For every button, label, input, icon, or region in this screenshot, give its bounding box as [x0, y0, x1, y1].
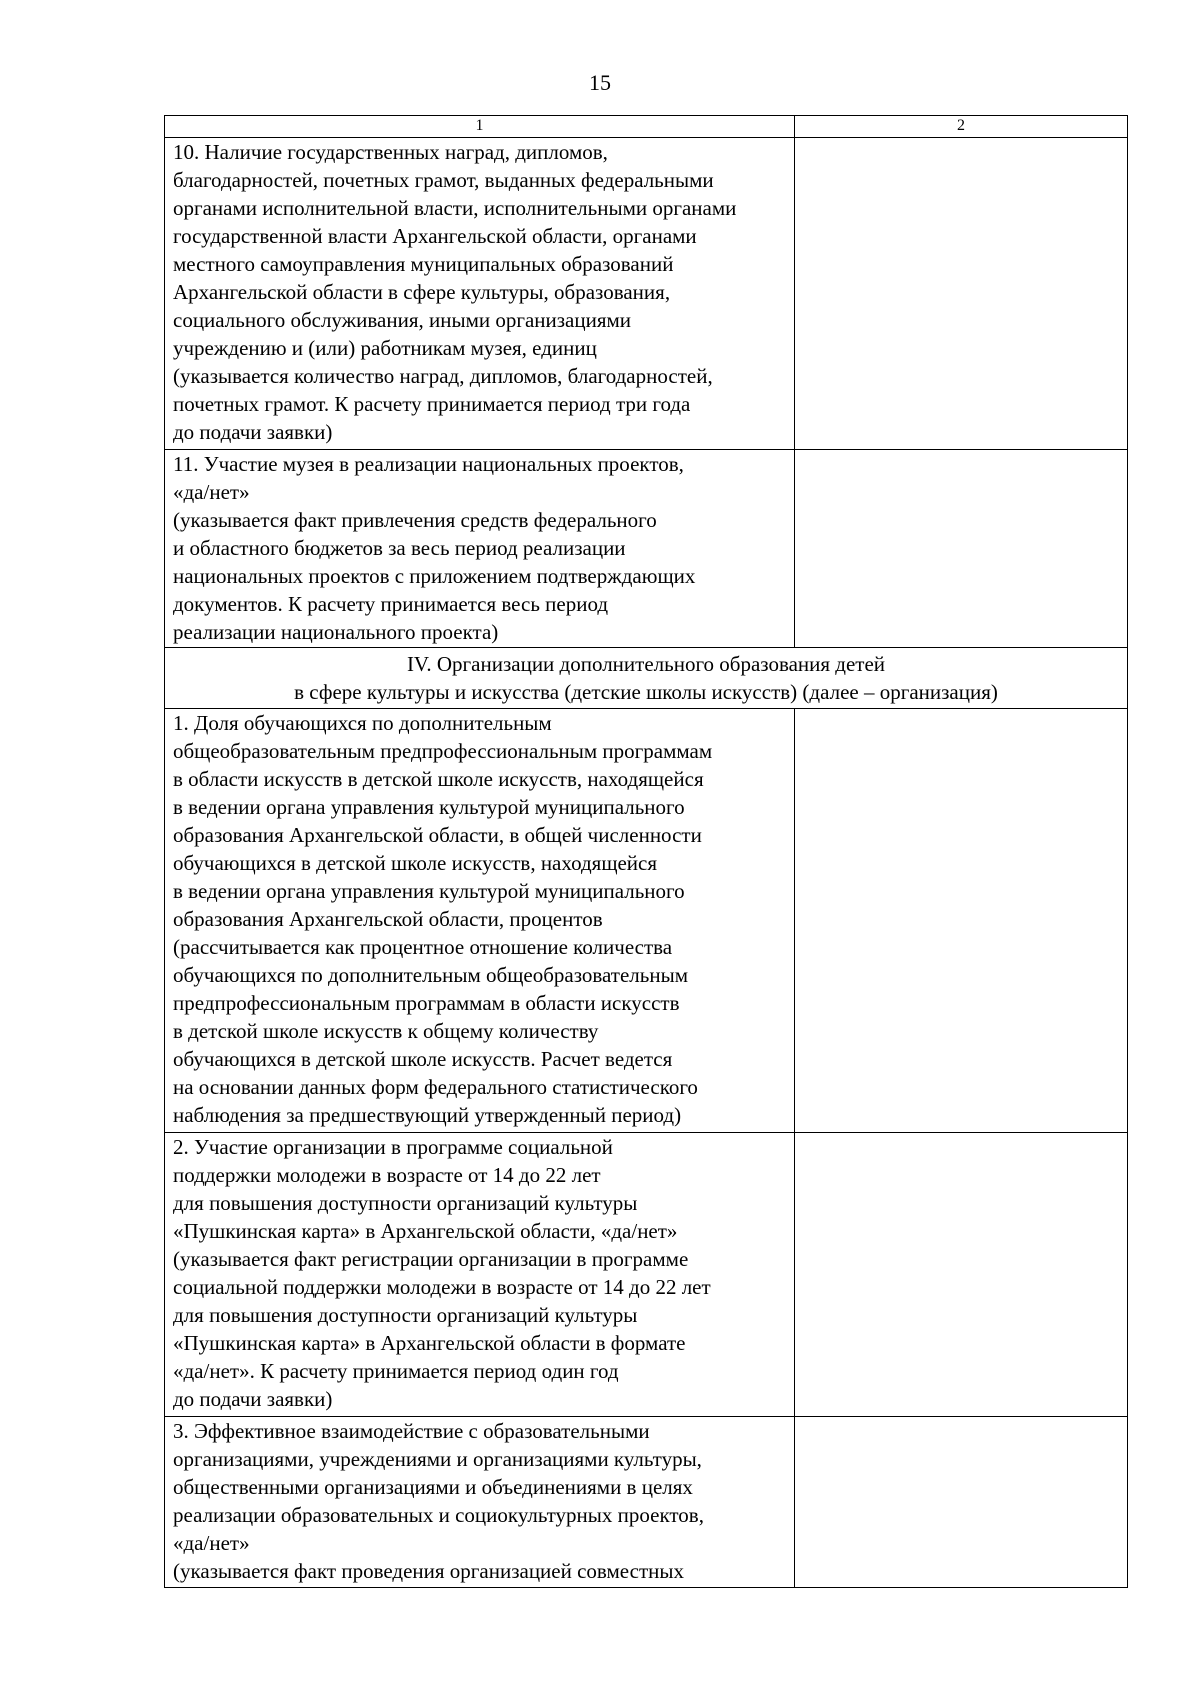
- value-cell: [795, 1133, 1128, 1417]
- table-row: [165, 1417, 1128, 1588]
- table-row: [165, 450, 1128, 648]
- table-row: [165, 138, 1128, 450]
- table-row: [165, 709, 1128, 1133]
- criterion-text: 1. Доля обучающихся по дополнительным общеобразовательным предпрофессиональным программам в области искусств в детской школе искусств, находящейся в ведении органа управления культурой муниципального образования Архангельской области, в общей численности обучающихся в детской школе искусств, находящейся в ведении органа управления культурой муниципального образования Архангельской области, процентов (рассчитывается как процентное отношение количества обучающихся по дополнительным общеобразовательным предпрофессиональным программам в области искусств в детской школе искусств к общему количеству обучающихся в детской школе искусств. Расчет ведется на основании данных форм федерального статистического наблюдения за предшествующий утвержденный период): [173, 711, 713, 1127]
- criteria-table: [164, 115, 1128, 1588]
- criterion-text: 11. Участие музея в реализации национальных проектов, «да/нет» (указывается факт привлечения средств федерального и областного бюджетов за весь период реализации национальных проектов с приложением подтверждающих документов. К расчету принимается весь период реализации национального проекта): [173, 452, 696, 644]
- column-header-2: 2: [795, 116, 1128, 138]
- criterion-text: 3. Эффективное взаимодействие с образовательными организациями, учреждениями и организациями культуры, общественными организациями и объединениями в целях реализации образовательных и социокультурных проектов, «да/нет» (указывается факт проведения организацией совместных: [173, 1419, 704, 1583]
- section-header-row: [165, 648, 1128, 709]
- column-header-1: 1: [165, 116, 795, 138]
- criterion-text: 10. Наличие государственных наград, дипломов, благодарностей, почетных грамот, выданных федеральными органами исполнительной власти, исполнительными органами государственной власти Архангельской области, органами местного самоуправления муниципальных образований Архангельской области в сфере культуры, образования, социального обслуживания, иными организациями учреждению и (или) работникам музея, единиц (указывается количество наград, дипломов, благодарностей, почетных грамот. К расчету принимается период три года до подачи заявки): [173, 140, 737, 444]
- page-number: 15: [589, 70, 611, 95]
- table-header-row: [165, 116, 1128, 138]
- section-title: IV. Организации дополнительного образования детей в сфере культуры и искусства (детские школы искусств) (далее – организация): [294, 652, 998, 704]
- table-row: [165, 1133, 1128, 1417]
- value-cell: [795, 1417, 1128, 1588]
- criterion-cell: [165, 709, 795, 1133]
- criterion-cell: [165, 138, 795, 450]
- criterion-cell: [165, 450, 795, 648]
- value-cell: [795, 450, 1128, 648]
- section-header-cell: [165, 648, 1128, 709]
- criterion-cell: [165, 1133, 795, 1417]
- value-cell: [795, 709, 1128, 1133]
- criterion-text: 2. Участие организации в программе социальной поддержки молодежи в возрасте от 14 до 22 лет для повышения доступности организаций культуры «Пушкинская карта» в Архангельской области, «да/нет» (указывается факт регистрации организации в программе социальной поддержки молодежи в возрасте от 14 до 22 лет для повышения доступности организаций культуры «Пушкинская карта» в Архангельской области в формате «да/нет». К расчету принимается период один год до подачи заявки): [173, 1135, 711, 1411]
- value-cell: [795, 138, 1128, 450]
- criterion-cell: [165, 1417, 795, 1588]
